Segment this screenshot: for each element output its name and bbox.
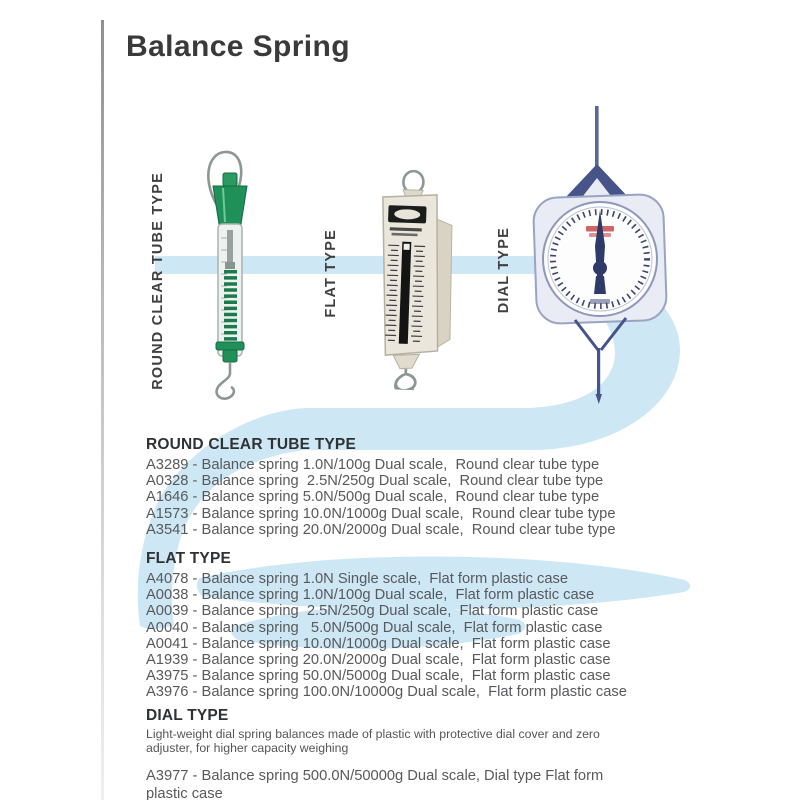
product-line: A3976 - Balance spring 100.0N/10000g Dual scale, Flat form plastic case: [146, 684, 627, 701]
label-dial-type: DIAL TYPE: [496, 227, 512, 314]
product-line: A0040 - Balance spring 5.0N/500g Dual scale, Flat form plastic case: [146, 619, 603, 636]
product-line: A1646 - Balance spring 5.0N/500g Dual scale, Round clear tube type: [146, 489, 600, 506]
product-line: A3975 - Balance spring 50.0N/5000g Dual scale, Flat form plastic case: [146, 668, 611, 685]
product-line: A3977 - Balance spring 500.0N/50000g Dual scale, Dial type Flat form plastic case: [146, 768, 608, 800]
product-line: A3541 - Balance spring 20.0N/2000g Dual scale, Round clear tube type: [146, 521, 616, 538]
dial-scale-image: [525, 106, 700, 406]
section-flat-type: [146, 550, 686, 701]
product-line: A0041 - Balance spring 10.0N/1000g Dual scale, Flat form plastic case: [146, 635, 611, 652]
page-title: Balance Spring: [126, 30, 350, 63]
section-round-clear-tube-type: [146, 436, 686, 538]
product-line: A4078 - Balance spring 1.0N Single scale, Flat form plastic case: [146, 571, 569, 587]
section-dial-type: [146, 707, 686, 800]
product-line: A1573 - Balance spring 10.0N/1000g Dual scale, Round clear tube type: [146, 505, 616, 522]
section-heading: ROUND CLEAR TUBE TYPE: [146, 436, 357, 453]
product-line: A0038 - Balance spring 1.0N/100g Dual scale, Flat form plastic case: [146, 587, 595, 604]
product-line: A3289 - Balance spring 1.0N/100g Dual scale, Round clear tube type: [146, 457, 600, 473]
flat-scale-image: [352, 168, 470, 392]
round-tube-scale-image: [183, 146, 278, 404]
label-round-clear-tube-type: ROUND CLEAR TUBE TYPE: [150, 172, 166, 390]
section-heading: DIAL TYPE: [146, 707, 229, 724]
dial-type-description: Light-weight dial spring balances made of plastic with protective dial cover and zero adjuster, for higher capacity weighing: [146, 727, 600, 755]
product-line: A0328 - Balance spring 2.5N/250g Dual scale, Round clear tube type: [146, 473, 604, 490]
label-flat-type: FLAT TYPE: [323, 229, 339, 318]
left-border-line: [101, 20, 104, 800]
product-line: A0039 - Balance spring 2.5N/250g Dual scale, Flat form plastic case: [146, 603, 599, 620]
section-heading: FLAT TYPE: [146, 550, 232, 567]
product-line: A1939 - Balance spring 20.0N/2000g Dual scale, Flat form plastic case: [146, 652, 611, 669]
